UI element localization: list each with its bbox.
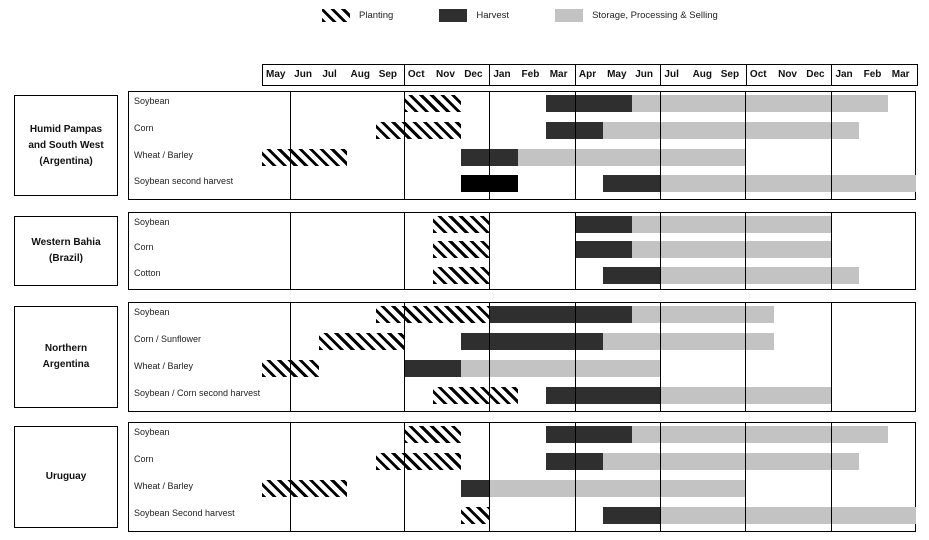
harvest-bar [575,241,632,258]
grid-line [831,423,832,531]
crop-label: Corn [134,122,154,133]
crop-row [129,504,915,531]
storage-bar [461,360,660,377]
crop-label: Soybean Second harvest [134,508,235,518]
grid-line [489,303,490,411]
planting-bar [433,241,490,258]
harvest-bar [603,267,660,284]
crop-row [129,213,915,238]
grid-line [745,213,746,289]
crop-label: Corn [134,454,154,464]
month-cell: Nov [436,69,455,80]
crop-label: Soybean second harvest [134,176,234,187]
row-track [262,92,916,119]
crop-row [129,357,915,384]
crop-label: Wheat / Barley [134,481,194,491]
harvest-bar [461,480,489,497]
crop-label: Cotton [134,267,161,278]
row-track [262,477,916,504]
grid-line [290,303,291,411]
storage-bar [603,122,859,139]
row-track [262,384,916,411]
month-cell: Feb [863,69,882,80]
crop-row [129,423,915,450]
region-name-line: Argentina [42,359,90,370]
planting-bar [376,122,461,139]
month-cell: Mar [891,69,910,80]
row-track [262,119,916,146]
planting-bar [262,480,347,497]
legend-swatch-harvest [439,9,467,22]
grid-line [660,303,661,411]
region-label-box [14,306,118,408]
planting-bar [433,267,490,284]
crop-row [129,119,915,146]
row-track [262,357,916,384]
crop-label: Soybean [134,307,170,317]
region-name-line: (Argentina) [39,155,93,167]
legend-label-harvest: Harvest [476,10,510,21]
row-track [262,172,916,199]
grid-line [575,303,576,411]
row-track [262,303,916,330]
storage-bar [603,453,859,470]
harvest-bar [603,507,660,524]
month-cell: Jan [489,65,518,85]
crop-row [129,238,915,263]
month-cell: Sep [378,69,398,80]
storage-bar [660,267,859,284]
grid-line [831,213,832,289]
crop-row [129,92,915,119]
month-cell: Aug [350,69,370,80]
crop-label: Soybean [134,427,170,437]
crop-row [129,330,915,357]
grid-line [745,92,746,199]
grid-line [745,423,746,531]
grid-line [404,303,405,411]
crop-label: Soybean / Corn second harvest [134,388,261,398]
harvest-bar [404,360,461,377]
crop-label: Corn [134,242,154,253]
region-label-box [14,216,118,286]
legend-item-storage [555,9,718,22]
crop-label: Wheat / Barley [134,361,194,371]
region-name-line: (Brazil) [49,253,83,264]
crop-label: Soybean [134,217,170,227]
month-cell: Mar [549,69,568,80]
region-name-line: and South West [28,139,104,151]
row-track [262,146,916,173]
region-label-box [14,426,118,528]
storage-bar [632,306,774,323]
grid-line [831,303,832,411]
harvest-bar [575,216,632,233]
row-track [262,213,916,238]
storage-bar [603,333,774,350]
month-cell: May [607,69,627,80]
grid-line [831,92,832,199]
storage-bar [660,175,916,192]
planting-bar [376,306,490,323]
planting-bar [404,426,461,443]
planting-bar [404,95,461,112]
storage-bar [489,480,745,497]
row-track [262,504,916,531]
storage-bar [632,241,831,258]
grid-line [575,92,576,199]
legend-item-harvest [439,9,509,22]
crop-row [129,450,915,477]
crop-row [129,264,915,289]
grid-line [745,303,746,411]
crop-row [129,477,915,504]
crop-row [129,172,915,199]
row-track [262,330,916,357]
timeline-header [262,64,918,86]
region-chart-box [128,422,916,532]
region-name-line: Uruguay [45,471,87,482]
month-cell: Feb [521,69,540,80]
grid-line [660,92,661,199]
planting-bar [376,453,461,470]
region-name-line: Northern [44,343,88,354]
planting-bar [461,507,489,524]
grid-line [575,423,576,531]
grid-line [290,92,291,199]
storage-bar [660,507,916,524]
month-cell: Jul [322,69,337,80]
storage-bar [518,149,745,166]
month-cell: Nov [778,69,797,80]
row-track [262,450,916,477]
region-chart-box [128,91,916,200]
month-cell: Oct [404,65,433,85]
month-cell: Dec [464,69,483,80]
grid-line [489,423,490,531]
crop-row [129,384,915,411]
crop-label: Corn / Sunflower [134,334,202,344]
row-track [262,423,916,450]
grid-line [404,213,405,289]
month-cell: Jun [294,69,312,80]
month-cell: Apr [575,65,604,85]
harvest-bar [489,306,631,323]
legend-swatch-planting [322,9,350,22]
month-cell: Oct [746,65,775,85]
row-track [262,264,916,289]
storage-bar [632,426,888,443]
month-cell: Aug [692,69,713,80]
grid-line [660,423,661,531]
grid-line [575,213,576,289]
legend-swatch-storage [555,9,583,22]
planting-bar [433,216,490,233]
legend-label-planting: Planting [359,10,394,21]
legend [322,9,764,22]
storage-bar [632,216,831,233]
storage-bar [632,95,888,112]
crop-label: Wheat / Barley [134,149,194,160]
grid-line [660,213,661,289]
grid-line [404,92,405,199]
crop-row [129,303,915,330]
month-cell: Jun [635,69,654,80]
legend-label-storage: Storage, Processing & Selling [592,10,718,21]
harvest-bar [461,333,603,350]
month-cell: May [266,69,286,80]
month-cell: Jan [831,65,860,85]
region-name-line: Western Bahia [31,237,101,248]
region-chart-box [128,302,916,412]
crop-label: Soybean [134,96,170,106]
region-label-box [14,95,118,196]
grid-line [489,92,490,199]
grid-line [404,423,405,531]
region-name-line: Humid Pampas [29,123,103,135]
harvest-bar [546,387,660,404]
crop-row [129,146,915,173]
planting-bar [262,149,347,166]
grid-line [290,213,291,289]
harvest-bar [603,175,660,192]
planting-bar [319,333,404,350]
harvest-bar [546,95,631,112]
planting-bar [433,387,518,404]
grid-line [489,213,490,289]
harvest-bar [546,426,631,443]
month-cell: Sep [720,69,740,80]
month-cell: Dec [806,69,825,80]
month-cell: Jul [660,65,689,85]
grid-line [290,423,291,531]
legend-item-planting [322,9,393,22]
row-track [262,238,916,263]
region-chart-box [128,212,916,290]
